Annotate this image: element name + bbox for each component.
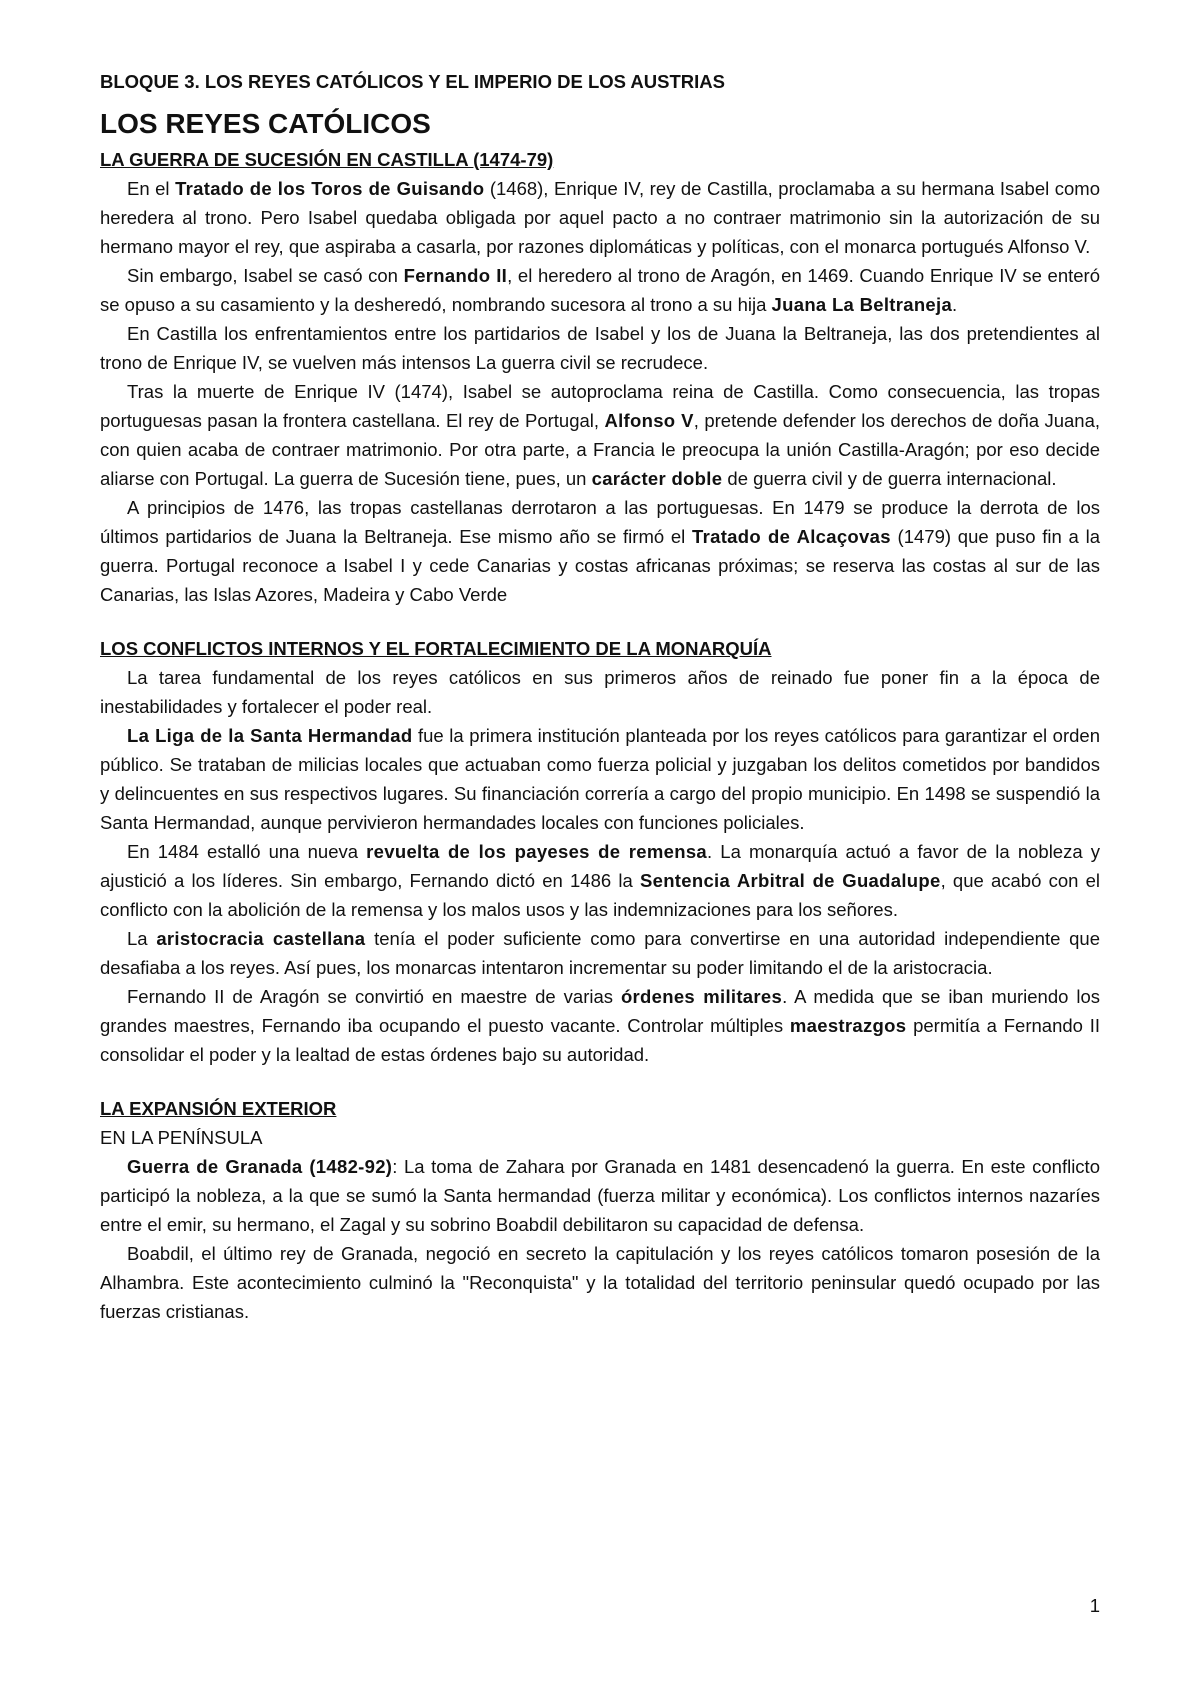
text-run: A principios de 1476, las tropas castellanas derrotaron a las portuguesas. En 1479 se produce la derrota de los últimos partidarios de Juana la Beltraneja. Ese mismo año se firmó el (100, 497, 1100, 547)
bold-text: Fernando II (403, 265, 508, 286)
text-run: La tarea fundamental de los reyes católicos en sus primeros años de reinado fue poner fin a la época de inestabilidades y fortalecer el poder real. (100, 667, 1100, 717)
paragraph (100, 721, 1100, 837)
bold-text: Juana La Beltraneja (771, 294, 953, 315)
section-subtitle: EN LA PENÍNSULA (100, 1127, 263, 1148)
text-run: La (127, 928, 157, 949)
paragraph (100, 319, 1100, 377)
bold-text: Tratado de Alcaçovas (692, 526, 891, 547)
main-title: LOS REYES CATÓLICOS (100, 108, 431, 139)
text-run: : La toma de Zahara por Granada en 1481 desencadenó la guerra. En este conflicto participó la nobleza, a la que se sumó la Santa hermandad (fuerza militar y económica). Los conflictos internos nazaríes entre el emir, su hermano, el Zagal y su sobrino Boabdil debilitaron su capacidad de defensa. (100, 1156, 1100, 1235)
section-expansion-exterior (100, 1095, 1100, 1326)
text-run: de guerra civil y de guerra internacional. (722, 468, 1057, 489)
paragraph (100, 837, 1100, 924)
bold-text: Guerra de Granada (1482-92) (127, 1156, 393, 1177)
text-run: permitía a Fernando II consolidar el poder y la lealtad de estas órdenes bajo su autoridad. (100, 1015, 1100, 1065)
section-title: LA EXPANSIÓN EXTERIOR (100, 1098, 337, 1119)
text-run: En Castilla los enfrentamientos entre los partidarios de Isabel y los de Juana la Beltraneja, las dos pretendientes al trono de Enrique IV, se vuelven más intensos La guerra civil se recrudece. (100, 323, 1100, 373)
paragraph (100, 924, 1100, 982)
paragraph (100, 493, 1100, 609)
block-title: BLOQUE 3. LOS REYES CATÓLICOS Y EL IMPERIO DE LOS AUSTRIAS (100, 71, 725, 92)
text-run: , el heredero al trono de Aragón, en 1469. Cuando Enrique IV se enteró se opuso a su casamiento y la desheredó, nombrando sucesora al trono a su hija (100, 265, 1101, 315)
text-run: . (952, 294, 958, 315)
paragraph (100, 982, 1100, 1069)
page-number: 1 (1089, 1595, 1100, 1616)
bold-text: órdenes militares (620, 986, 783, 1007)
bold-text: Alfonso V (604, 410, 694, 431)
text-run: En el (127, 178, 176, 199)
paragraph (100, 1152, 1100, 1239)
text-run: Fernando II de Aragón se convirtió en maestre de varias (127, 986, 621, 1007)
text-run: En 1484 estalló una nueva (127, 841, 367, 862)
text-run: , pretende defender los derechos de doña Juana, con quien acaba de contraer matrimonio. Por otra parte, a Francia le preocupa la unión Castilla-Aragón; por eso decide aliarse con Portugal. La guerra de Sucesión tiene, pues, un (100, 410, 1101, 489)
text-run: Sin embargo, Isabel se casó con (127, 265, 404, 286)
text-run: Boabdil, el último rey de Granada, negoció en secreto la capitulación y los reyes católicos tomaron posesión de la Alhambra. Este acontecimiento culminó la "Reconquista" y la totalidad del territorio peninsular quedó ocupado por las fuerzas cristianas. (100, 1243, 1100, 1322)
text-run: (1479) que puso fin a la guerra. Portugal reconoce a Isabel I y cede Canarias y costas africanas próximas; se reserva las costas al sur de las Canarias, las Islas Azores, Madeira y Cabo Verde (100, 526, 1100, 605)
bold-text: La Liga de la Santa Hermandad (127, 725, 413, 746)
section-conflictos-internos (100, 635, 1100, 1069)
bold-text: Sentencia Arbitral de Guadalupe (639, 870, 941, 891)
section-guerra-sucesion (100, 146, 1100, 609)
bold-text: Tratado de los Toros de Guisando (175, 178, 485, 199)
paragraph (100, 1239, 1100, 1326)
text-run: fue la primera institución planteada por los reyes católicos para garantizar el orden público. Se trataban de milicias locales que actuaban como fuerza policial y juzgaban los delitos cometidos por bandidos y delincuentes en sus respectivos lugares. Su financiación correría a cargo del propio municipio. En 1498 se suspendió la Santa Hermandad, aunque pervivieron hermandades locales con funciones policiales. (100, 725, 1100, 833)
section-title: LOS CONFLICTOS INTERNOS Y EL FORTALECIMIENTO DE LA MONARQUÍA (100, 638, 772, 659)
paragraph (100, 261, 1100, 319)
text-run: (1468), Enrique IV, rey de Castilla, proclamaba a su hermana Isabel como heredera al trono. Pero Isabel quedaba obligada por aquel pacto a no contraer matrimonio sin la autorización de su hermano mayor el rey, que aspiraba a casarla, por razones diplomáticas y políticas, con el monarca portugués Alfonso V. (100, 178, 1101, 257)
section-title: LA GUERRA DE SUCESIÓN EN CASTILLA (1474-79) (100, 149, 554, 170)
text-run: . La monarquía actuó a favor de la nobleza y ajustició a los líderes. Sin embargo, Fernando dictó en 1486 la (100, 841, 1101, 891)
bold-text: maestrazgos (789, 1015, 907, 1036)
text-run: . A medida que se iban muriendo los grandes maestres, Fernando iba ocupando el puesto vacante. Controlar múltiples (100, 986, 1101, 1036)
paragraph (100, 377, 1100, 493)
bold-text: carácter doble (591, 468, 723, 489)
text-run: tenía el poder suficiente como para convertirse en una autoridad independiente que desafiaba a los reyes. Así pues, los monarcas intentaron incrementar su poder limitando el de la aristocracia. (100, 928, 1100, 978)
text-run: Tras la muerte de Enrique IV (1474), Isabel se autoproclama reina de Castilla. Como consecuencia, las tropas portuguesas pasan la frontera castellana. El rey de Portugal, (100, 381, 1100, 431)
bold-text: aristocracia castellana (156, 928, 366, 949)
paragraph (100, 663, 1100, 721)
paragraph (100, 174, 1100, 261)
bold-text: revuelta de los payeses de remensa (366, 841, 708, 862)
text-run: , que acabó con el conflicto con la abolición de la remensa y los malos usos y las indemnizaciones para los señores. (100, 870, 1101, 920)
